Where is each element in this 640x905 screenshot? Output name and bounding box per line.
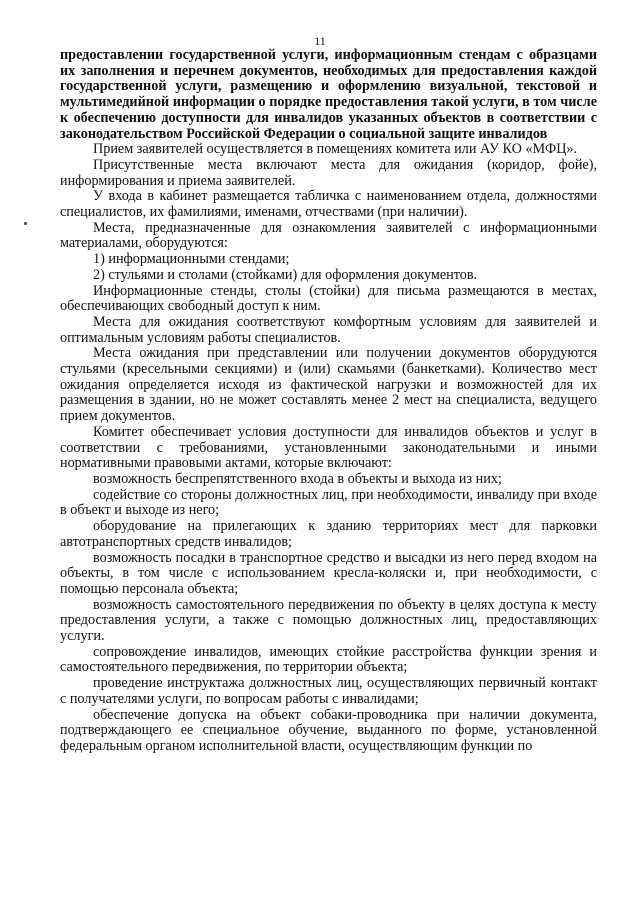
list-item: проведение инструктажа должностных лиц, осуществляющих первичный контакт с получателями услуги, по вопросам работы с инвалидами; <box>60 675 597 707</box>
list-item: 1) информационными стендами; <box>93 251 290 268</box>
list-item: оборудование на прилегающих к зданию территориях мест для парковки автотранспортных средств инвалидов; <box>60 518 597 550</box>
paragraph: Присутственные места включают места для ожидания (коридор, фойе), информирования и приема заявителей. <box>60 156 597 189</box>
paragraph: У входа в кабинет размещается табличка с наименованием отдела, должностями специалистов, их фамилиями, именами, отчествами (при наличии). <box>60 188 597 221</box>
list-item: содействие со стороны должностных лиц, при необходимости, инвалиду при входе в объект и выходе из него; <box>60 486 597 519</box>
list-item: 2) стульями и столами (стойками) для оформления документов. <box>93 266 478 283</box>
paragraph: Места ожидания при представлении или получении документов оборудуются стульями (кресельными секциями) и (или) скамьями (банкетками). Количество мест ожидания определяется исходя из фактической нагрузки и возможностей для их размещения в здании, но не может составлять менее 2 мест на специалиста, ведущего прием документов. <box>60 345 597 425</box>
list-item: обеспечение допуска на объект собаки-проводника при наличии документа, подтверждающего ее специальное обучение, выданного по форме, установленной федеральным органом исполнительной власти, осуществляющим функции по <box>60 706 597 754</box>
list-item: возможность самостоятельного передвижения по объекту в целях доступа к месту предоставления услуги, а также с помощью должностных лиц, предоставляющих услуги. <box>60 596 597 645</box>
list-item: сопровождение инвалидов, имеющих стойкие расстройства функции зрения и самостоятельного передвижения, по территории объекта; <box>60 643 597 676</box>
scan-mark <box>24 222 27 225</box>
paragraph: Комитет обеспечивает условия доступности для инвалидов объектов и услуг в соответствии с требованиями, установленными законодательными и иными нормативными правовыми актами, которые включают: <box>60 423 597 472</box>
list-item: возможность посадки в транспортное средство и высадки из него перед входом на объекты, в том числе с использованием кресла-коляски и, при необходимости, с помощью персонала объекта; <box>60 549 597 597</box>
paragraph: Информационные стенды, столы (стойки) для письма размещаются в местах, обеспечивающих свободный доступ к ним. <box>60 282 597 315</box>
paragraph: Места, предназначенные для ознакомления заявителей с информационными материалами, оборудуются: <box>60 219 597 252</box>
page-number: 11 <box>314 34 326 48</box>
section-heading: предоставлении государственной услуги, информационным стендам с образцами их заполнения и перечнем документов, необходимых для предоставления каждой государственной услуги, размещению и оформлению визуальной, текстовой и мультимедийной информации о порядке предоставления такой услуги, в том числе к обеспечению доступности для инвалидов указанных объектов в соответствии с законодательством Российской Федерации о социальной защите инвалидов <box>60 47 597 142</box>
paragraph: Места для ожидания соответствуют комфортным условиям для заявителей и оптимальным условиям работы специалистов. <box>60 313 597 346</box>
document-body <box>60 48 597 755</box>
list-item: возможность беспрепятственного входа в объекты и выхода из них; <box>93 470 502 487</box>
paragraph: Прием заявителей осуществляется в помещениях комитета или АУ КО «МФЦ». <box>93 141 578 158</box>
